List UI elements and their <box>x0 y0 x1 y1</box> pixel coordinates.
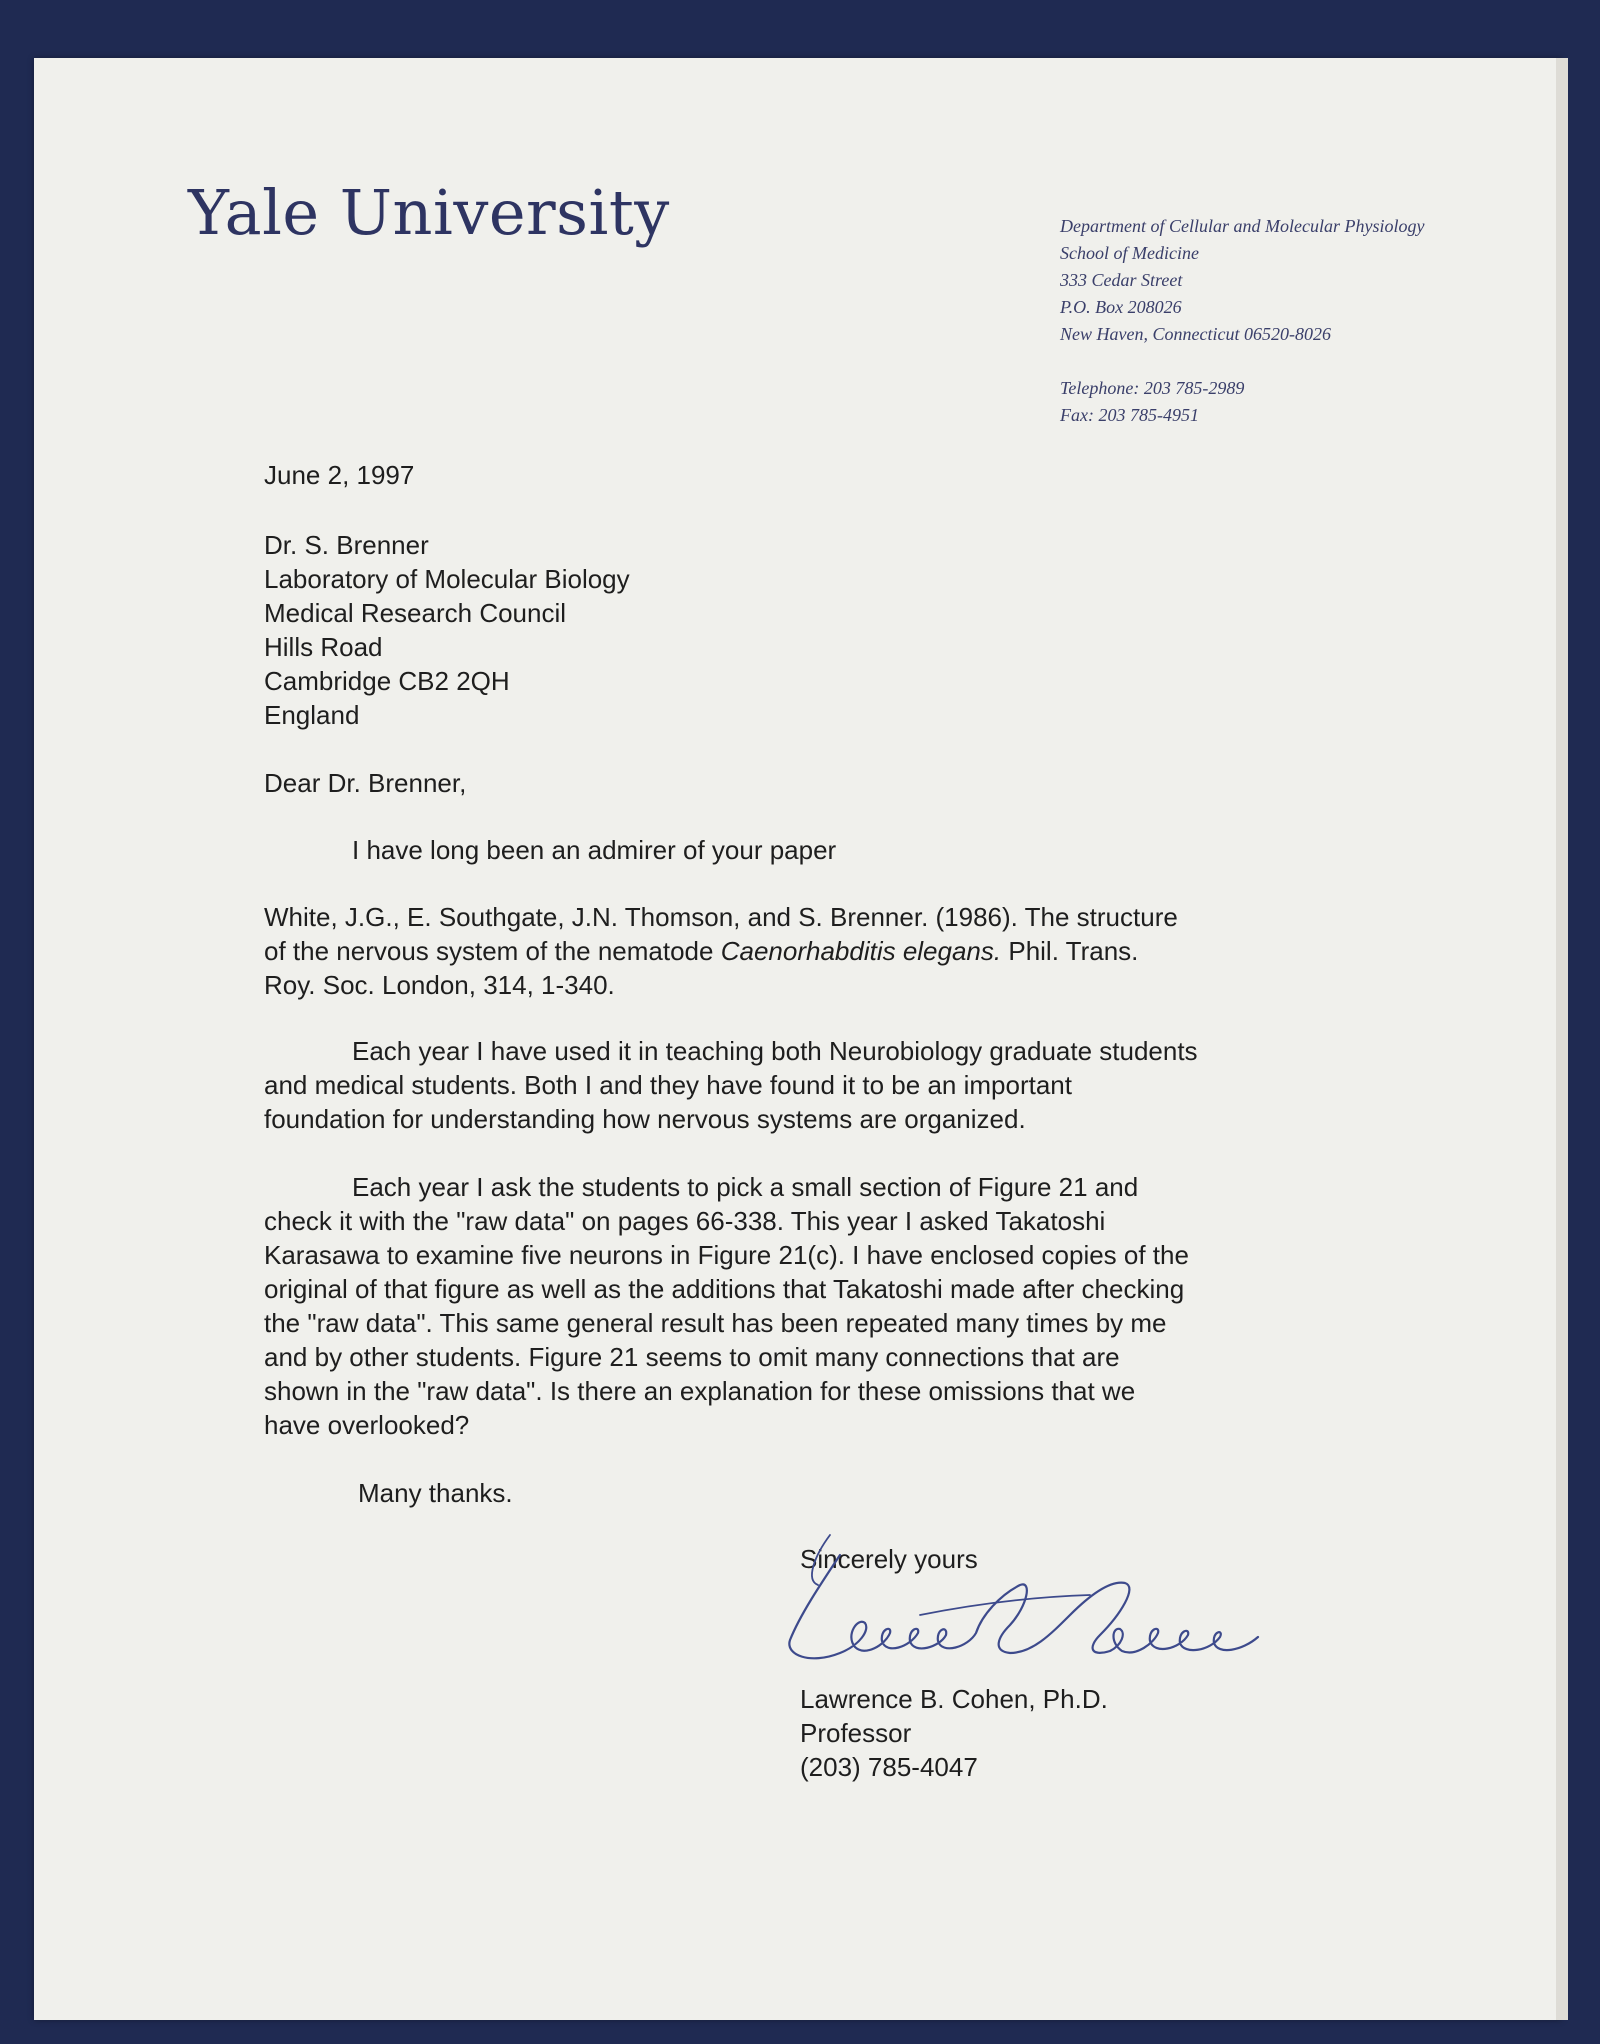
recipient-country: England <box>264 700 360 730</box>
paragraph-line: Karasawa to examine five neurons in Figure 21(c). I have enclosed copies of the <box>264 1240 1189 1270</box>
reference-line-2 <box>264 934 1178 968</box>
reference-text: of the nervous system of the nematode <box>264 936 721 966</box>
page-edge <box>1556 58 1568 2020</box>
species-name: Caenorhabditis elegans. <box>720 936 1002 966</box>
paragraph-line: and medical students. Both I and they have found it to be an important <box>264 1070 1072 1100</box>
letterhead-telephone: Telephone: 203 785-2989 <box>1060 378 1245 398</box>
paragraph-line: shown in the "raw data". Is there an explanation for these omissions that we <box>264 1376 1136 1406</box>
handwritten-signature <box>770 1525 1270 1685</box>
letterhead-street: 333 Cedar Street <box>1060 270 1183 290</box>
letterhead-city: New Haven, Connecticut 06520-8026 <box>1060 324 1331 344</box>
signer-title: Professor <box>800 1718 912 1748</box>
closing: Sincerely yours <box>800 1544 978 1574</box>
signer-name: Lawrence B. Cohen, Ph.D. <box>800 1684 1108 1714</box>
journal-name: Phil. Trans. <box>1001 936 1139 966</box>
letterhead-school: School of Medicine <box>1060 243 1199 263</box>
paragraph-line: foundation for understanding how nervous systems are organized. <box>264 1104 1026 1134</box>
recipient-city: Cambridge CB2 2QH <box>264 666 510 696</box>
paper-reference <box>264 900 1178 1002</box>
recipient-lab: Laboratory of Molecular Biology <box>264 564 630 594</box>
paragraph-teaching <box>264 1034 1198 1136</box>
reference-line-3: Roy. Soc. London, 314, 1-340. <box>264 970 615 1000</box>
reference-line-1: White, J.G., E. Southgate, J.N. Thomson, and S. Brenner. (1986). The structure <box>264 902 1178 932</box>
salutation: Dear Dr. Brenner, <box>264 768 467 798</box>
paragraph-line: have overlooked? <box>264 1410 470 1440</box>
recipient-road: Hills Road <box>264 632 383 662</box>
paragraph-line <box>264 1034 1198 1068</box>
paragraph-line-text: Each year I ask the students to pick a small section of Figure 21 and <box>352 1172 1139 1202</box>
recipient-name: Dr. S. Brenner <box>264 530 429 560</box>
signer-phone: (203) 785-4047 <box>800 1752 978 1782</box>
letterhead-fax: Fax: 203 785-4951 <box>1060 405 1199 425</box>
paragraph-line <box>264 1170 1189 1204</box>
letterhead-po-box: P.O. Box 208026 <box>1060 297 1182 317</box>
recipient-address <box>264 528 630 732</box>
letterhead-address <box>1060 213 1424 429</box>
paragraph-line: check it with the "raw data" on pages 66-338. This year I asked Takatoshi <box>264 1206 1106 1236</box>
paragraph-figure-21 <box>264 1170 1189 1442</box>
letterhead-institution: Yale University <box>188 176 670 249</box>
paragraph-line: the "raw data". This same general result has been repeated many times by me <box>264 1308 1167 1338</box>
recipient-council: Medical Research Council <box>264 598 567 628</box>
spacer <box>1060 348 1424 375</box>
paragraph-line: original of that figure as well as the additions that Takatoshi made after checking <box>264 1274 1185 1304</box>
paragraph-line-text: Each year I have used it in teaching both Neurobiology graduate students <box>352 1036 1198 1066</box>
letterhead-department: Department of Cellular and Molecular Physiology <box>1060 216 1425 236</box>
paragraph-line: and by other students. Figure 21 seems to omit many connections that are <box>264 1342 1120 1372</box>
thanks-line: Many thanks. <box>358 1478 513 1508</box>
paragraph-intro: I have long been an admirer of your paper <box>352 835 837 865</box>
letter-date: June 2, 1997 <box>264 460 415 490</box>
signer-block <box>800 1682 1108 1784</box>
